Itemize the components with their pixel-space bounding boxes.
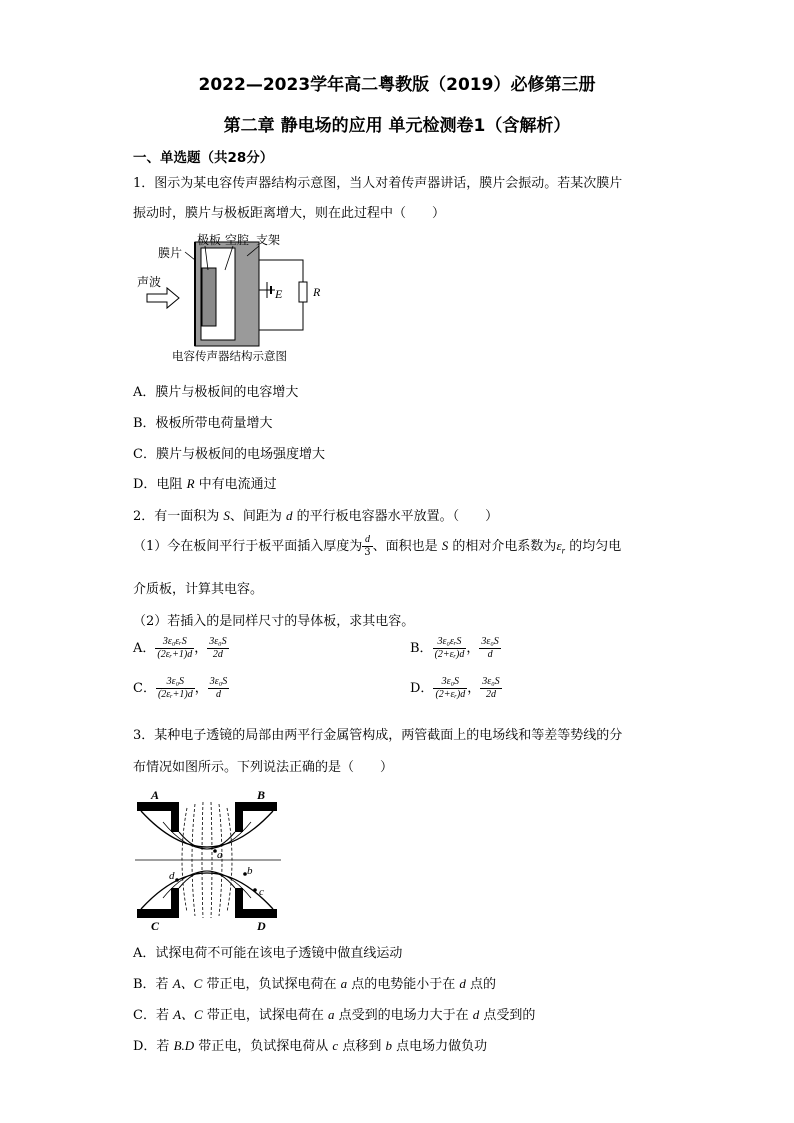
label-E: E [275, 287, 283, 301]
label-d: d [169, 870, 175, 882]
q3-stem-line1: 3．某种电子透镜的局部由两平行金属管构成，两管截面上的电场线和等差等势线的分 [133, 728, 623, 743]
q2-part2: （2）若插入的是同样尺寸的导体板，求其电容。 [133, 614, 415, 629]
section-heading: 一、单选题（共28分） [133, 150, 274, 166]
q2-part1-line2: 介质板，计算其电容。 [133, 582, 264, 597]
q1-option-c: C．膜片与极板间的电场强度增大 [133, 447, 325, 462]
label-a: a [217, 849, 223, 861]
label-plate: 极板 [197, 233, 222, 247]
q3-option-a: A．试探电荷不可能在该电子透镜中做直线运动 [133, 946, 403, 961]
label-A: A [151, 788, 160, 802]
q2-option-a: A． $\frac{\text{3ε₀εᵣS}}{\text{(2εᵣ+1)d}}$ ， $\frac{\text{3ε₀S}}{2d}$ [133, 636, 227, 660]
q1-figure-caption: 电容传声器结构示意图 [172, 349, 287, 363]
doc-subtitle: 第二章 静电场的应用 单元检测卷1（含解析） [223, 116, 571, 136]
q2-option-b: B． $\frac{\text{3ε₀εᵣS}}{\text{(2+εᵣ)d}}$ ， $\frac{\text{3ε₀S}}{d}$ [410, 636, 499, 660]
sound-arrow-icon [147, 288, 179, 308]
label-bracket: 支架 [256, 233, 281, 247]
label-c: c [259, 886, 264, 898]
q1-option-b: B．极板所带电荷量增大 [133, 416, 273, 431]
q1-option-d: D．电阻 R 中有电流通过 [133, 476, 277, 492]
q1-stem-line2: 振动时，膜片与极板距离增大，则在此过程中（ ） [133, 206, 446, 221]
plate-shape [202, 268, 216, 326]
fraction-d-over-3: $\frac{d}{3}$ [364, 534, 371, 558]
electron-lens-figure [133, 788, 283, 933]
label-sound: 声波 [137, 275, 162, 289]
label-B: B [257, 788, 266, 802]
capacitor-microphone-figure [133, 230, 333, 365]
q2-stem-line1: 2．有一面积为 S、间距为 d 的平行板电容器水平放置。（ ） [133, 508, 499, 524]
q1-stem-line1: 1．图示为某电容传声器结构示意图，当人对着传声器讲话，膜片会振动。若某次膜片 [133, 176, 623, 191]
doc-title: 2022—2023学年高二粤教版（2019）必修第三册 [198, 75, 596, 95]
q1-option-a: A．膜片与极板间的电容增大 [133, 385, 299, 400]
label-C: C [151, 919, 160, 933]
label-membrane: 膜片 [158, 246, 183, 260]
label-cavity: 空腔 [225, 233, 250, 247]
q2-option-c: C． $\frac{\text{3ε₀S}}{\text{(2εᵣ+1)d}}$ ， $\frac{\text{3ε₀S}}{d}$ [133, 676, 228, 700]
q3-option-b: B．若 A、C 带正电，负试探电荷在 a 点的电势能小于在 d 点的 [133, 976, 496, 992]
q3-option-d: D．若 B.D 带正电，负试探电荷从 c 点移到 b 点电场力做负功 [133, 1038, 488, 1054]
q2-part1-line1: （1）今在板间平行于板平面插入厚度为 $\frac{d}{3}$ 、面积也是 S 的相对介电系数为$\varepsilon_r$ 的均匀电 [133, 534, 622, 558]
q3-option-c: C．若 A、C 带正电，试探电荷在 a 点受到的电场力大于在 d 点受到的 [133, 1007, 536, 1023]
resistor-shape [299, 282, 307, 302]
q3-stem-line2: 布情况如图所示。下列说法正确的是（ ） [133, 760, 394, 775]
label-D: D [257, 919, 266, 933]
q2-option-d: D． $\frac{\text{3ε₀S}}{\text{(2+εᵣ)d}}$ ， $\frac{\text{3ε₀S}}{2d}$ [410, 676, 500, 700]
label-b: b [247, 865, 253, 877]
label-R: R [313, 285, 321, 299]
